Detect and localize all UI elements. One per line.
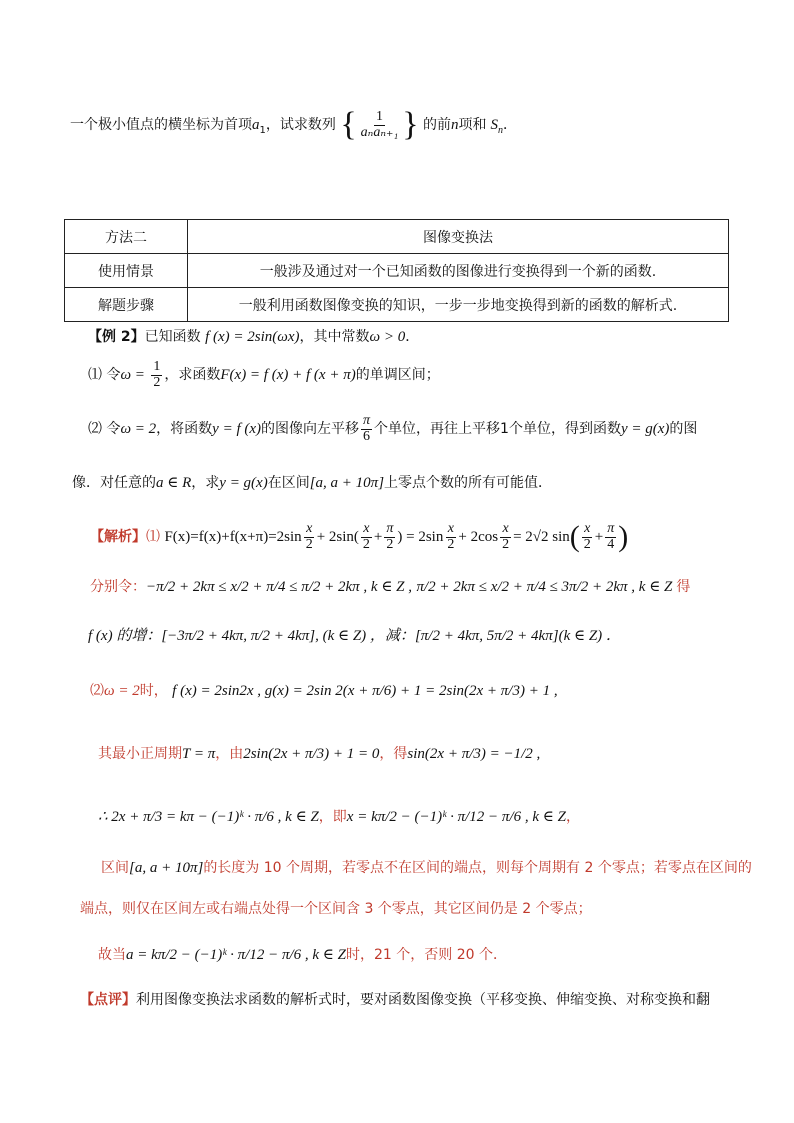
p1-omega: ω = <box>120 367 145 384</box>
solution-tag: 【解析】 <box>90 529 146 546</box>
table-cell-label: 解题步骤 <box>65 288 188 322</box>
s5-result: sin(2x + π/3) = −1/2 , <box>407 746 541 762</box>
solution-line-5 <box>98 743 540 763</box>
var-n: n <box>451 117 459 133</box>
solution-line-3 <box>88 624 621 645</box>
frac-x-2 <box>304 522 315 552</box>
num: x <box>502 521 509 536</box>
s2-text: 分别令： <box>90 579 146 595</box>
p1-text-c: 的单调区间； <box>355 367 440 384</box>
stem-end: ． <box>405 329 420 345</box>
s6-equation: ∴ 2x + π/3 = kπ − (−1)ᵏ · π/6 , k ∈ Z <box>98 809 319 825</box>
plus: + <box>594 529 604 546</box>
p2-text-d: 个单位，再往上平移1个单位，得到函数 <box>374 421 621 438</box>
s1-expr-c: ) = 2sin <box>397 529 444 546</box>
table-cell-value: 图像变换法 <box>188 220 729 254</box>
fraction-denominator: aₙaₙ₊₁ <box>360 124 399 140</box>
s1-expr-a: F(x)=f(x)+f(x+π)=2sin <box>164 529 302 546</box>
solution-line-6 <box>98 806 580 826</box>
p1-text-b: ，求函数 <box>164 367 221 384</box>
frac-x-2d <box>500 522 511 552</box>
den: 2 <box>386 536 394 552</box>
den: 2 <box>305 536 313 552</box>
s5-text-c: ，由 <box>215 746 244 762</box>
p3-text: 像．对任意的 <box>72 475 156 491</box>
stem-text: 已知函数 <box>144 329 201 345</box>
solution-line-7 <box>101 857 752 877</box>
s8-text: 端点，则仅在区间左或右端点处得一个区间含 3 个零点，其它区间仍是 2 个零点； <box>80 901 592 917</box>
s7-interval: [a, a + 10π] <box>129 860 204 876</box>
plus: + <box>373 529 383 546</box>
den: 2 <box>362 536 370 552</box>
p3-text-b: ，求 <box>191 475 220 491</box>
num: x <box>363 521 370 536</box>
s4-expr: f (x) = 2sin2x , g(x) = 2sin 2(x + π/6) + 1 = 2sin(2x + π/3) + 1 , <box>172 683 558 699</box>
s5-text-e: ，得 <box>379 746 408 762</box>
solution-line-9 <box>98 944 507 964</box>
den: 4 <box>607 536 615 552</box>
s6-end: ， <box>565 809 580 825</box>
frac-x-2b <box>361 522 372 552</box>
stem-condition: ω > 0 <box>369 329 406 345</box>
right-brace: } <box>402 106 419 143</box>
num: π <box>386 521 394 536</box>
example-part-2 <box>88 414 697 444</box>
fraction-numerator: 1 <box>375 108 383 124</box>
solution-line-1 <box>90 522 628 552</box>
p1-text: ⑴ 令 <box>88 367 121 384</box>
table-cell-label: 使用情景 <box>65 254 188 288</box>
den: 2 <box>583 536 591 552</box>
p2-den: 6 <box>363 428 371 444</box>
p2-num: π <box>363 413 371 428</box>
s3-increasing: [−3π/2 + 4kπ, π/2 + 4kπ] <box>161 628 316 644</box>
remark-tag: 【点评】 <box>80 992 136 1008</box>
stem-text-b: ，其中常数 <box>299 329 370 345</box>
p3-g: y = g(x) <box>219 475 268 491</box>
method-table <box>64 219 729 322</box>
p1-fraction <box>151 360 162 390</box>
s3-text: f (x) 的增： <box>88 628 162 644</box>
s9-text: 故当 <box>98 947 126 963</box>
example-part-2-cont <box>72 472 552 492</box>
intro-text-b: ，试求数列 <box>265 117 336 133</box>
p2-y: y = f (x) <box>212 421 262 438</box>
solution-line-8 <box>80 898 592 918</box>
frac-x-2e <box>582 522 593 552</box>
p1-num: 1 <box>153 359 161 374</box>
intro-end: ． <box>503 117 518 133</box>
example-stem <box>88 326 419 346</box>
subscript-1: 1 <box>259 124 266 136</box>
intro-line <box>70 108 517 142</box>
p3-interval: [a, a + 10π] <box>309 475 385 491</box>
intro-text-d: 项和 <box>458 117 487 133</box>
remark-text: 利用图像变换法求函数的解析式时，要对函数图像变换（平移变换、伸缩变换、对称变换和翻 <box>136 992 710 1008</box>
s6-solution: x = kπ/2 − (−1)ᵏ · π/12 − π/6 , k ∈ Z <box>346 809 566 825</box>
left-paren: ( <box>569 520 580 554</box>
p3-text-c: 在区间 <box>267 475 310 491</box>
s1-expr-b: + 2sin( <box>316 529 359 546</box>
p2-g: y = g(x) <box>620 421 670 438</box>
s1-expr-d: + 2cos <box>458 529 499 546</box>
p3-aR: a ∈ R <box>156 475 192 491</box>
s3-decreasing: [π/2 + 4kπ, 5π/2 + 4kπ] <box>414 628 559 644</box>
den: 2 <box>502 536 510 552</box>
num: x <box>306 521 313 536</box>
table-cell-value: 一般利用函数图像变换的知识，一步一步地变换得到新的函数的解析式. <box>188 288 729 322</box>
s9-condition: a = kπ/2 − (−1)ᵏ · π/12 − π/6 , k ∈ Z <box>126 947 347 963</box>
example-tag: 【例 2】 <box>88 329 145 345</box>
s9-result: 时，21 个，否则 20 个． <box>346 947 507 963</box>
num: x <box>447 521 454 536</box>
s4-text: 时， <box>139 683 168 699</box>
s3-text-b: , (k ∈ Z) ，减： <box>315 628 415 644</box>
s7-text-c: 的长度为 10 个周期，若零点不在区间的端点，则每个周期有 2 个零点；若零点在区间的 <box>203 860 752 876</box>
var-S: S <box>490 117 499 133</box>
den: 2 <box>447 536 455 552</box>
var-a1: a <box>252 117 260 133</box>
num: π <box>607 521 615 536</box>
s2-text-b: 得 <box>676 579 691 595</box>
intro-text: 一个极小值点的横坐标为首项 <box>70 117 252 133</box>
s1-label: ⑴ <box>146 529 160 546</box>
table-row <box>65 288 729 322</box>
table-row <box>65 220 729 254</box>
p2-text-b: ，将函数 <box>156 421 213 438</box>
example-part-1 <box>88 360 440 390</box>
s2-expr2: π/2 + 2kπ ≤ x/2 + π/4 ≤ 3π/2 + 2kπ , k ∈ Z <box>416 579 673 595</box>
p2-fraction <box>361 414 372 444</box>
s4-label: ⑵ <box>90 683 104 699</box>
frac-pi-4 <box>605 522 616 552</box>
stem-function: f (x) = 2sin(ωx) <box>205 329 300 345</box>
solution-line-2 <box>90 576 690 596</box>
table-cell-label: 方法二 <box>65 220 188 254</box>
s1-expr-e: = 2√2 sin <box>513 529 570 546</box>
s5-period: T = π <box>182 746 216 762</box>
sequence-fraction <box>359 110 401 140</box>
s6-text: ，即 <box>318 809 347 825</box>
left-brace: { <box>340 106 357 143</box>
remark-line <box>80 989 710 1009</box>
s7-text: 区间 <box>101 860 129 876</box>
p2-text-e: 的图 <box>669 421 698 438</box>
s5-equation: 2sin(2x + π/3) + 1 = 0 <box>243 746 380 762</box>
p2-omega: ω = 2 <box>120 421 157 438</box>
p2-text: ⑵ 令 <box>88 421 121 438</box>
right-paren: ) <box>618 520 629 554</box>
p1-den: 2 <box>153 374 161 390</box>
num: x <box>584 521 591 536</box>
s4-omega: ω = 2 <box>104 683 140 699</box>
solution-line-4 <box>90 680 558 700</box>
intro-text-c: 的前 <box>423 117 452 133</box>
table-row <box>65 254 729 288</box>
p1-F: F(x) = f (x) + f (x + π) <box>220 367 356 384</box>
p2-text-c: 的图像向左平移 <box>261 421 360 438</box>
s5-text: 其最小正周期 <box>98 746 182 762</box>
subscript-n: n <box>498 124 504 136</box>
frac-x-2c <box>445 522 456 552</box>
s2-expr1: −π/2 + 2kπ ≤ x/2 + π/4 ≤ π/2 + 2kπ , k ∈ Z , <box>146 579 413 595</box>
frac-pi-2 <box>384 522 395 552</box>
s3-text-c: (k ∈ Z) ． <box>558 628 621 644</box>
table-cell-value: 一般涉及通过对一个已知函数的图像进行变换得到一个新的函数. <box>188 254 729 288</box>
p3-text-d: 上零点个数的所有可能值． <box>384 475 553 491</box>
